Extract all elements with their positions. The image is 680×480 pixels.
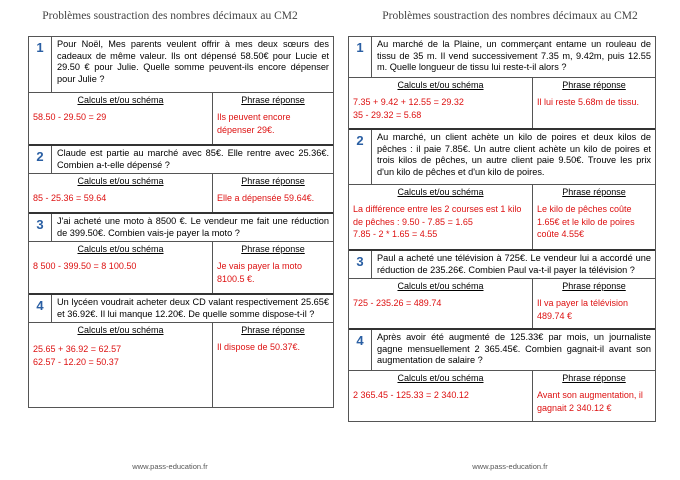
phrase-answer: Ils peuvent encore dépenser 29€.	[217, 112, 291, 135]
problem-4	[349, 328, 655, 421]
calc-cell	[349, 78, 533, 128]
calc-answer: 7.35 + 9.42 + 12.55 = 29.32 35 - 29.32 = 5.68	[353, 97, 464, 120]
phrase-cell	[213, 242, 333, 293]
calc-answer: 2 365.45 - 125.33 = 2 340.12	[353, 390, 469, 400]
calc-header: Calculs et/ou schéma	[397, 187, 484, 197]
phrase-cell	[213, 93, 333, 144]
phrase-header: Phrase réponse	[562, 373, 626, 383]
calc-cell	[29, 323, 213, 407]
phrase-cell	[213, 174, 333, 212]
problem-question: Un lycéen voudrait acheter deux CD valant respectivement 25.65€ et 36.92€. Il lui manque 12.20€. De quelle somme dispose-t-il ?	[57, 297, 329, 319]
calc-cell	[29, 174, 213, 212]
phrase-header: Phrase réponse	[241, 176, 305, 186]
problem-2	[29, 144, 333, 212]
problem-number: 3	[29, 214, 52, 241]
phrase-header: Phrase réponse	[241, 325, 305, 335]
phrase-header: Phrase réponse	[562, 187, 626, 197]
phrase-cell	[533, 185, 655, 249]
calc-cell	[29, 93, 213, 144]
problem-3	[29, 212, 333, 293]
page-title: Problèmes soustraction des nombres décimaux au CM2	[382, 10, 638, 22]
problem-number: 4	[349, 330, 372, 370]
problem-1	[29, 37, 333, 144]
phrase-header: Phrase réponse	[562, 281, 626, 291]
phrase-answer: Il dispose de 50.37€.	[217, 342, 301, 352]
problem-question: Au marché de la Plaine, un commerçant entame un rouleau de tissu de 35 m. Il vend successivement 7.35 m, 9.42m, puis 12.55 m. Quelle longueur de tissu lui reste-t-il alors ?	[377, 39, 651, 73]
calc-answer: 8 500 - 399.50 = 8 100.50	[33, 261, 137, 271]
problem-question: Claude est partie au marché avec 85€. Elle rentre avec 25.36€. Combien a-t-elle dépensé ?	[57, 148, 329, 170]
phrase-answer: Je vais payer la moto 8100.5 €.	[217, 261, 303, 284]
problem-number: 1	[349, 37, 372, 77]
calc-header: Calculs et/ou schéma	[397, 80, 484, 90]
problem-number: 2	[29, 146, 52, 173]
calc-answer: 725 - 235.26 = 489.74	[353, 298, 442, 308]
calc-header: Calculs et/ou schéma	[397, 373, 484, 383]
calc-header: Calculs et/ou schéma	[77, 325, 164, 335]
phrase-answer: Il va payer la télévision 489.74 €	[537, 298, 629, 321]
phrase-answer: Elle a dépensée 59.64€.	[217, 193, 315, 203]
calc-answer: 85 - 25.36 = 59.64	[33, 193, 107, 203]
problem-3	[349, 249, 655, 328]
phrase-header: Phrase réponse	[241, 244, 305, 254]
calc-cell	[349, 185, 533, 249]
calc-cell	[29, 242, 213, 293]
problem-question: Pour Noël, Mes parents veulent offrir à mes deux sœurs des cadeaux de même valeur. Ils ont dépensé 58.50€ pour Lucie et 29.50 € pour Julie. Quelle somme peuvent-ils encore dépenser pour Julie ?	[57, 39, 329, 84]
page-footer: www.pass-education.fr	[132, 462, 208, 471]
phrase-cell	[533, 78, 655, 128]
calc-answer: 58.50 - 29.50 = 29	[33, 112, 107, 122]
problem-question: Au marché, un client achète un kilo de poires et deux kilos de pêches : il paie 7.85€. Un autre client achète un kilo de poires et trois kilos de pêches, un autre client paie 9.50€. Trouve les prix d'un kilo de pêches et d'un kilo de poires.	[377, 132, 651, 177]
problem-number: 1	[29, 37, 52, 92]
problem-question: J'ai acheté une moto à 8500 €. Le vendeur me fait une réduction de 399.50€. Combien vais-je payer la moto ?	[57, 216, 329, 238]
phrase-cell	[213, 323, 333, 407]
problem-4	[29, 293, 333, 407]
problem-number: 3	[349, 251, 372, 278]
page-footer: www.pass-education.fr	[472, 462, 548, 471]
calc-cell	[349, 279, 533, 328]
phrase-cell	[533, 279, 655, 328]
phrase-header: Phrase réponse	[241, 95, 305, 105]
left-worksheet	[28, 36, 334, 408]
phrase-answer: Il lui reste 5.68m de tissu.	[537, 97, 640, 107]
problem-1	[349, 37, 655, 128]
calc-header: Calculs et/ou schéma	[77, 176, 164, 186]
calc-answer: 25.65 + 36.92 = 62.57 62.57 - 12.20 = 50.37	[33, 344, 122, 367]
calc-answer: La différence entre les 2 courses est 1 kilo de pêches : 9.50 - 7.85 = 1.65 7.85 - 2 * 1.65 = 4.55	[353, 204, 522, 239]
right-worksheet	[348, 36, 656, 422]
calc-header: Calculs et/ou schéma	[397, 281, 484, 291]
calc-header: Calculs et/ou schéma	[77, 95, 164, 105]
problem-2	[349, 128, 655, 249]
problem-question: Paul a acheté une télévision à 725€. Le vendeur lui a accordé une réduction de 235.26€. Combien Paul va-t-il payer la télévision ?	[377, 253, 651, 275]
problem-number: 2	[349, 130, 372, 184]
phrase-header: Phrase réponse	[562, 80, 626, 90]
calc-header: Calculs et/ou schéma	[77, 244, 164, 254]
problem-question: Après avoir été augmenté de 125.33€ par mois, un journaliste gagne mensuellement 2 365.45€. Combien gagnait-il avant son augmentation de salaire ?	[377, 332, 651, 366]
page-title: Problèmes soustraction des nombres décimaux au CM2	[42, 10, 298, 22]
phrase-answer: Le kilo de pêches coûte 1.65€ et le kilo de poires coûte 4.55€	[537, 204, 635, 239]
problem-number: 4	[29, 295, 52, 322]
phrase-answer: Avant son augmentation, il gagnait 2 340.12 €	[537, 390, 643, 413]
calc-cell	[349, 371, 533, 421]
phrase-cell	[533, 371, 655, 421]
